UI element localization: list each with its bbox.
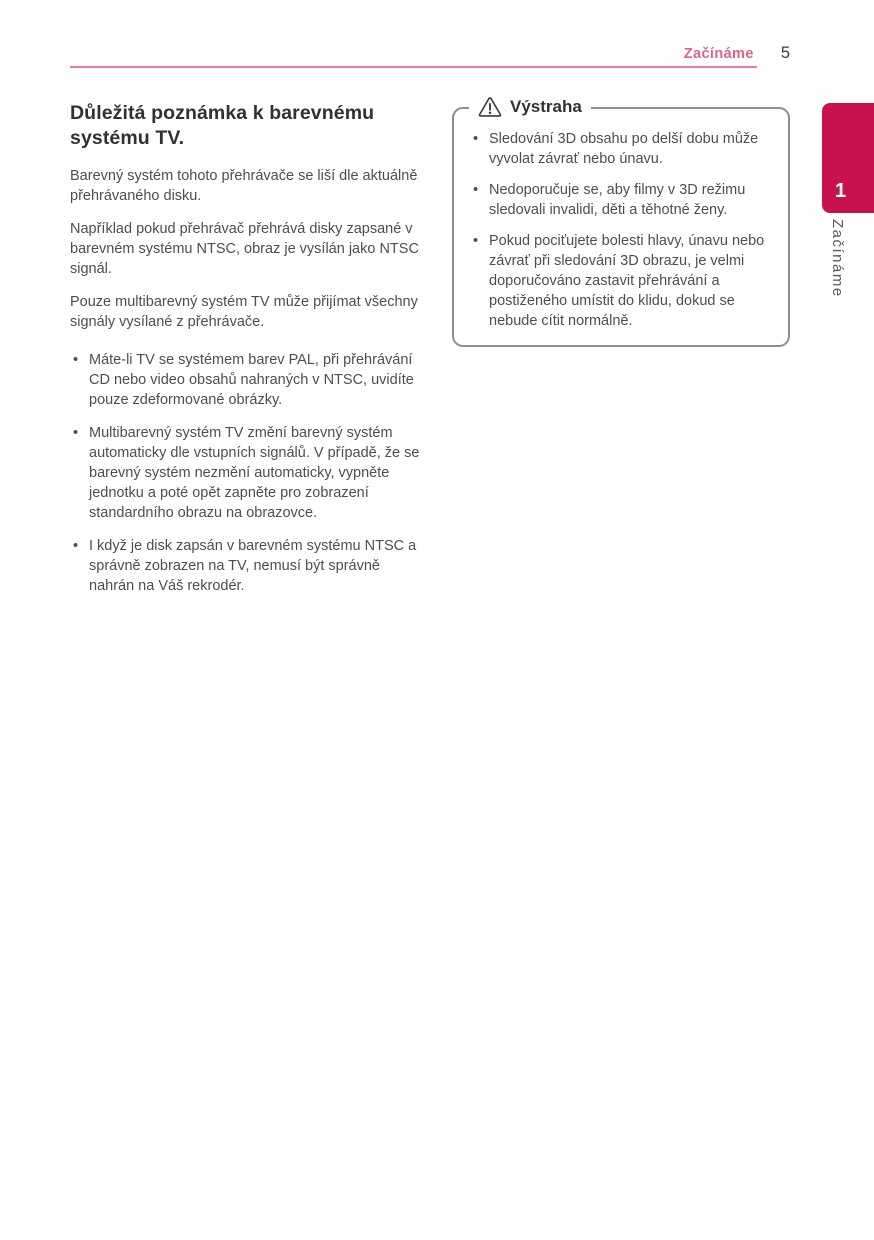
page-number: 5 (780, 44, 790, 62)
list-item: • Nedoporučuje se, aby filmy v 3D režimu sledovali invalidi, děti a těhotné ženy. (470, 180, 774, 220)
list-item: • Máte-li TV se systémem barev PAL, při přehrávání CD nebo video obsahů nahraných v NTSC, uvidíte pouze zdeformované obrázky. (70, 350, 422, 410)
page-header (684, 44, 790, 63)
chapter-number: 1 (835, 180, 847, 202)
section-heading: Důležitá poznámka k barevnému systému TV. (70, 102, 375, 149)
list-item: • Multibarevný systém TV změní barevný systém automaticky dle vstupních signálů. V případě, že se barevný systém nezmění automaticky, vypněte jednotku a poté opět zapněte pro zobrazení standardního obrazu na obrazovce. (70, 423, 422, 523)
warning-bullet-list (470, 129, 774, 331)
warning-callout-box (452, 97, 790, 347)
chapter-label-vertical: Začínáme (829, 219, 846, 298)
header-section-label: Začínáme (683, 46, 754, 62)
chapter-tab (822, 103, 874, 213)
list-item: • I když je disk zapsán v barevném systému NTSC a správně zobrazen na TV, nemusí být správně nahrán na Váš rekrodér. (70, 536, 422, 596)
list-item: • Pokud pociťujete bolesti hlavy, únavu nebo závrať při sledování 3D obrazu, je velmi doporučováno zastavit přehrávání a postiženého umístit do klidu, dokud se nebude cítit normálně. (470, 231, 774, 331)
header-rule (70, 66, 757, 68)
paragraph: Například pokud přehrávač přehrává disky zapsané v barevném systému NTSC, obraz je vysílán jako NTSC signál. (70, 221, 419, 277)
paragraph: Barevný systém tohoto přehrávače se liší dle aktuálně přehrávaného disku. (70, 168, 418, 204)
main-content-column (70, 101, 422, 609)
paragraph: Pouze multibarevný systém TV může přijímat všechny signály vysílané z přehrávače. (70, 294, 418, 330)
warning-title (469, 95, 591, 119)
warning-title-label: Výstraha (510, 97, 582, 116)
warning-triangle-icon (478, 97, 502, 118)
bullet-list (70, 350, 422, 596)
list-item: • Sledování 3D obsahu po delší dobu může vyvolat závrať nebo únavu. (470, 129, 774, 169)
